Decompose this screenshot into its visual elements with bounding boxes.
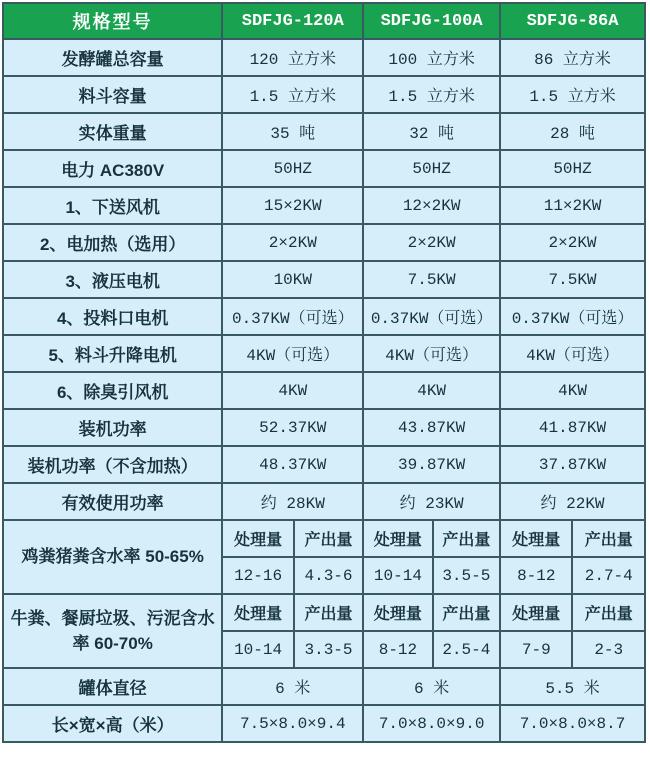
subcol-value: 3.3-5 <box>294 631 363 668</box>
value-cell: 50HZ <box>222 150 363 187</box>
value-cell: 4KW <box>363 372 500 409</box>
subcol-header: 处理量 <box>222 594 293 631</box>
value-cell: 7.0×8.0×8.7 <box>500 705 645 742</box>
subcol-header: 产出量 <box>572 520 645 557</box>
subcol-value: 12-16 <box>222 557 293 594</box>
subcol-value: 4.3-6 <box>294 557 363 594</box>
row-label: 3、液压电机 <box>3 261 222 298</box>
subcol-header: 处理量 <box>500 594 572 631</box>
table-row <box>3 298 645 335</box>
row-label: 有效使用功率 <box>3 483 222 520</box>
model-header-86a: SDFJG-86A <box>500 3 645 39</box>
row-label: 电力 AC380V <box>3 150 222 187</box>
value-cell: 11×2KW <box>500 187 645 224</box>
row-label: 4、投料口电机 <box>3 298 222 335</box>
row-label: 罐体直径 <box>3 668 222 705</box>
value-cell: 52.37KW <box>222 409 363 446</box>
subcol-header: 产出量 <box>433 594 500 631</box>
value-cell: 6 米 <box>222 668 363 705</box>
value-cell: 约 28KW <box>222 483 363 520</box>
model-header-120a: SDFJG-120A <box>222 3 363 39</box>
value-cell: 2×2KW <box>363 224 500 261</box>
value-cell: 1.5 立方米 <box>500 76 645 113</box>
subcol-value: 7-9 <box>500 631 572 668</box>
row-label: 实体重量 <box>3 113 222 150</box>
subcol-header: 产出量 <box>294 520 363 557</box>
dual-row-header <box>3 520 645 557</box>
value-cell: 1.5 立方米 <box>222 76 363 113</box>
table-row <box>3 409 645 446</box>
value-cell: 1.5 立方米 <box>363 76 500 113</box>
table-row <box>3 150 645 187</box>
value-cell: 100 立方米 <box>363 39 500 76</box>
value-cell: 7.5×8.0×9.4 <box>222 705 363 742</box>
subcol-value: 8-12 <box>500 557 572 594</box>
subcol-header: 产出量 <box>572 594 645 631</box>
value-cell: 15×2KW <box>222 187 363 224</box>
subcol-value: 2.7-4 <box>572 557 645 594</box>
value-cell: 48.37KW <box>222 446 363 483</box>
value-cell: 28 吨 <box>500 113 645 150</box>
subcol-header: 处理量 <box>363 594 432 631</box>
row-label: 1、下送风机 <box>3 187 222 224</box>
dual-row-header <box>3 594 645 631</box>
subcol-value: 2-3 <box>572 631 645 668</box>
row-label: 长×宽×高（米） <box>3 705 222 742</box>
table-row <box>3 187 645 224</box>
table-row <box>3 224 645 261</box>
value-cell: 35 吨 <box>222 113 363 150</box>
value-cell: 2×2KW <box>500 224 645 261</box>
table-row <box>3 705 645 742</box>
row-label: 2、电加热（选用） <box>3 224 222 261</box>
table-row <box>3 668 645 705</box>
table-row <box>3 39 645 76</box>
value-cell: 41.87KW <box>500 409 645 446</box>
row-label: 装机功率（不含加热） <box>3 446 222 483</box>
row-label: 发酵罐总容量 <box>3 39 222 76</box>
value-cell: 0.37KW（可选） <box>500 298 645 335</box>
model-header-100a: SDFJG-100A <box>363 3 500 39</box>
value-cell: 12×2KW <box>363 187 500 224</box>
table-row <box>3 335 645 372</box>
subcol-value: 10-14 <box>222 631 293 668</box>
subcol-header: 产出量 <box>433 520 500 557</box>
value-cell: 32 吨 <box>363 113 500 150</box>
row-label: 5、料斗升降电机 <box>3 335 222 372</box>
header-row <box>3 3 645 39</box>
table-row <box>3 446 645 483</box>
value-cell: 4KW <box>500 372 645 409</box>
value-cell: 86 立方米 <box>500 39 645 76</box>
value-cell: 7.5KW <box>363 261 500 298</box>
subcol-header: 处理量 <box>222 520 293 557</box>
row-label: 料斗容量 <box>3 76 222 113</box>
value-cell: 4KW <box>222 372 363 409</box>
value-cell: 39.87KW <box>363 446 500 483</box>
subcol-header: 产出量 <box>294 594 363 631</box>
value-cell: 0.37KW（可选） <box>222 298 363 335</box>
value-cell: 50HZ <box>363 150 500 187</box>
table-row <box>3 113 645 150</box>
value-cell: 5.5 米 <box>500 668 645 705</box>
table-row <box>3 372 645 409</box>
table-row <box>3 261 645 298</box>
subcol-value: 8-12 <box>363 631 432 668</box>
value-cell: 约 22KW <box>500 483 645 520</box>
value-cell: 37.87KW <box>500 446 645 483</box>
value-cell: 2×2KW <box>222 224 363 261</box>
value-cell: 4KW（可选） <box>222 335 363 372</box>
subcol-value: 2.5-4 <box>433 631 500 668</box>
value-cell: 约 23KW <box>363 483 500 520</box>
subcol-value: 10-14 <box>363 557 432 594</box>
spec-header-label: 规格型号 <box>3 3 222 39</box>
value-cell: 7.0×8.0×9.0 <box>363 705 500 742</box>
spec-table <box>2 2 646 743</box>
value-cell: 7.5KW <box>500 261 645 298</box>
value-cell: 10KW <box>222 261 363 298</box>
value-cell: 120 立方米 <box>222 39 363 76</box>
value-cell: 6 米 <box>363 668 500 705</box>
row-label: 装机功率 <box>3 409 222 446</box>
value-cell: 4KW（可选） <box>500 335 645 372</box>
table-row <box>3 76 645 113</box>
table-row <box>3 483 645 520</box>
subcol-value: 3.5-5 <box>433 557 500 594</box>
row-label: 鸡粪猪粪含水率 50-65% <box>3 520 222 594</box>
subcol-header: 处理量 <box>500 520 572 557</box>
row-label: 牛粪、餐厨垃圾、污泥含水率 60-70% <box>3 594 222 668</box>
value-cell: 43.87KW <box>363 409 500 446</box>
value-cell: 4KW（可选） <box>363 335 500 372</box>
value-cell: 0.37KW（可选） <box>363 298 500 335</box>
value-cell: 50HZ <box>500 150 645 187</box>
row-label: 6、除臭引风机 <box>3 372 222 409</box>
subcol-header: 处理量 <box>363 520 432 557</box>
